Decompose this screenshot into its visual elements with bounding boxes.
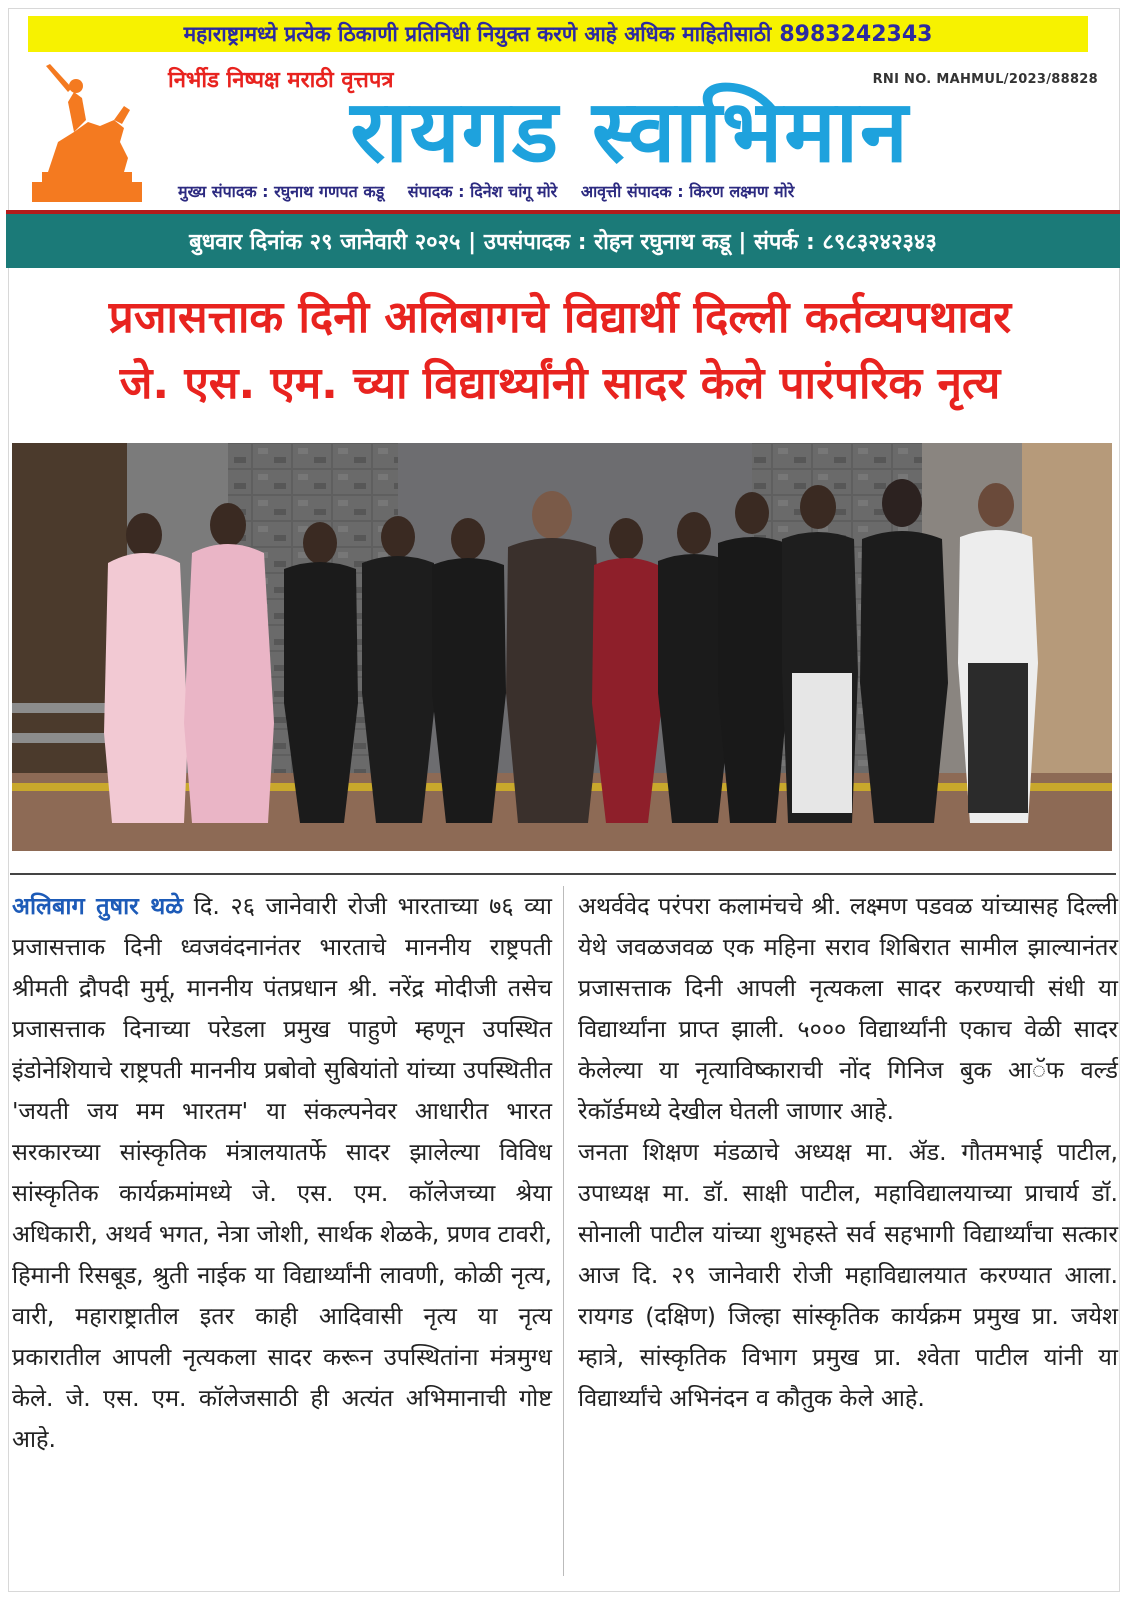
top-banner: [28, 16, 1088, 52]
group-photo-image: [12, 443, 1112, 851]
tagline: निर्भीड निष्पक्ष मराठी वृत्तपत्र: [168, 68, 394, 93]
article-column-left: [12, 886, 552, 1460]
editors-line: [178, 180, 812, 202]
top-banner-text: महाराष्ट्रामध्ये प्रत्येक ठिकाणी प्रतिनिधी नियुक्त करणे आहे अधिक माहितीसाठी: [183, 22, 772, 46]
headline-line-2: जे. एस. एम. च्या विद्यार्थ्यांनी सादर केले पारंपरिक नृत्य: [119, 358, 1001, 409]
headline-line-1: प्रजासत्ताक दिनी अलिबागचे विद्यार्थी दिल्ली कर्तव्यपथावर: [108, 292, 1012, 343]
top-banner-phone: 8983242343: [779, 21, 933, 47]
date-bar: [6, 210, 1120, 268]
edition-editor: आवृत्ती संपादक : किरण लक्ष्मण मोरे: [580, 182, 795, 201]
masthead: [20, 62, 1108, 208]
article-byline: अलिबाग तुषार थळे: [12, 892, 184, 920]
shivaji-statue-logo-icon: [28, 62, 146, 204]
column-separator: [563, 886, 564, 1576]
article-right-paragraph-2: जनता शिक्षण मंडळाचे अध्यक्ष मा. ॲड. गौतमभाई पाटील, उपाध्यक्ष मा. डॉ. साक्षी पाटील, महाविद्यालयाच्या प्राचार्य डॉ. सोनाली पाटील यांच्या शुभहस्ते सर्व सहभागी विद्यार्थ्यांचा सत्कार आज दि. २९ जानेवारी रोजी महाविद्यालयात करण्यात आला. रायगड (दक्षिण) जिल्हा सांस्कृतिक कार्यक्रम प्रमुख प्रा. जयेश म्हात्रे, सांस्कृतिक विभाग प्रमुख प्रा. श्वेता पाटील यांनी या विद्यार्थ्यांचे अभिनंदन व कौतुक केले आहे.: [578, 1138, 1118, 1412]
section-divider: [10, 873, 1116, 875]
chief-editor: मुख्य संपादक : रघुनाथ गणपत कडू: [178, 182, 385, 201]
group-photo: [12, 443, 1112, 851]
rni-number: RNI NO. MAHMUL/2023/88828: [872, 72, 1098, 87]
date-bar-text: बुधवार दिनांक २९ जानेवारी २०२५ | उपसंपादक : रोहन रघुनाथ कडू | संपर्क : ८९८३२४२३४३: [189, 230, 937, 255]
article-right-paragraph-1: अथर्ववेद परंपरा कलामंचचे श्री. लक्ष्मण पडवळ यांच्यासह दिल्ली येथे जवळजवळ एक महिना सराव शिबिरात सामील झाल्यानंतर प्रजासत्ताक दिनी आपली नृत्यकला सादर करण्याची संधी या विद्यार्थ्यांना प्राप्त झाली. ५००० विद्यार्थ्यांनी एकाच वेळी सादर केलेल्या या नृत्याविष्काराची नोंद गिनिज बुक आॅफ वर्ल्ड रेकॉर्डमध्ये देखील घेतली जाणार आहे.: [578, 892, 1118, 1125]
article-left-paragraph: [12, 886, 552, 1460]
editor: संपादक : दिनेश चांगू मोरे: [407, 182, 558, 201]
article-column-right: [578, 886, 1118, 1419]
newspaper-title: रायगड स्वाभिमान: [350, 82, 910, 182]
article-left-text: दि. २६ जानेवारी रोजी भारताच्या ७६ व्या प्रजासत्ताक दिनी ध्वजवंदनानंतर भारताचे माननीय राष्ट्रपती श्रीमती द्रौपदी मुर्मू, माननीय पंतप्रधान श्री. नरेंद्र मोदीजी तसेच प्रजासत्ताक दिनाच्या परेडला प्रमुख पाहुणे म्हणून उपस्थित इंडोनेशियाचे राष्ट्रपती माननीय प्रबोवो सुबियांतो यांच्या उपस्थितीत 'जयती जय मम भारतम' या संकल्पनेवर आधारीत भारत सरकारच्या सांस्कृतिक मंत्रालयातर्फे सादर झालेल्या विविध सांस्कृतिक कार्यक्रमांमध्ये जे. एस. एम. कॉलेजच्या श्रेया अधिकारी, अथर्व भगत, नेत्रा जोशी, सार्थक शेळके, प्रणव टावरी, हिमानी रिसबूड, श्रुती नाईक या विद्यार्थ्यांनी लावणी, कोळी नृत्य, वारी, महाराष्ट्रातील इतर काही आदिवासी नृत्य या नृत्य प्रकारातील आपली नृत्यकला सादर करून उपस्थितांना मंत्रमुग्ध केले. जे. एस. एम. कॉलेजसाठी ही अत्यंत अभिमानाची गोष्ट आहे.: [12, 892, 552, 1453]
